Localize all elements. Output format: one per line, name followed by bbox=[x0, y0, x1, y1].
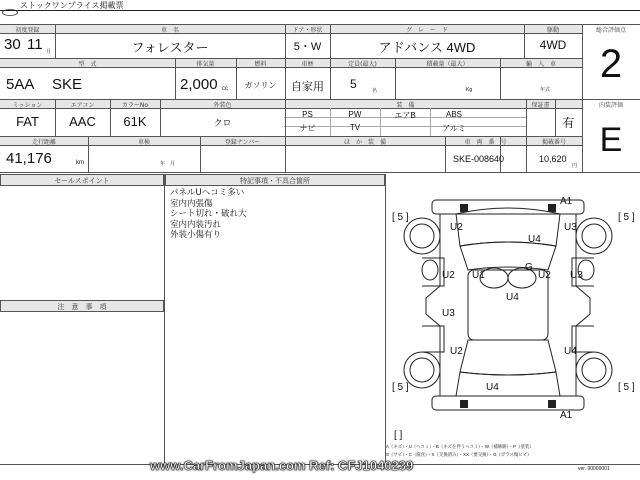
exterior-color-value: クロ bbox=[213, 118, 232, 128]
tire-mark-fl: [ 5 ] bbox=[392, 212, 409, 223]
label-model-name: 車 名 bbox=[160, 27, 179, 34]
special-note: 室内内装汚れ bbox=[170, 219, 222, 230]
kg-unit: Kg bbox=[466, 87, 473, 93]
label-price: 掲載番号 bbox=[541, 139, 566, 146]
label-shaken: 車検 bbox=[137, 139, 150, 146]
damage-mark: U2 bbox=[442, 270, 455, 281]
damage-mark: U1 bbox=[472, 270, 485, 281]
special-note: 外装小傷有り bbox=[170, 230, 222, 240]
special-note: シート切れ・破れ大 bbox=[170, 209, 247, 219]
capacity-unit: 名 bbox=[372, 88, 378, 94]
label-overall: 総合評価点 bbox=[595, 27, 626, 34]
damage-mark: U4 bbox=[564, 346, 577, 357]
tire-mark-rl: [ 5 ] bbox=[392, 382, 409, 393]
watermark: www.CarFromJapan.com Ref: CFJ1040239 bbox=[150, 458, 414, 473]
legend-line-1: A（キズ）・U（ヘコミ）・B（キズを伴うヘコミ）・W（補修跡）・P（塗装） bbox=[386, 444, 534, 449]
special-note: 室内内張傷 bbox=[170, 198, 213, 209]
label-vehicle-no: 車 両 番 号 bbox=[464, 139, 507, 146]
month-value: 11 bbox=[27, 36, 43, 53]
km-unit: km bbox=[76, 160, 84, 166]
page-title: ストックワンプライス掲載票 bbox=[20, 1, 124, 10]
equip-abs: ABS bbox=[445, 110, 462, 119]
color-no-value: 61K bbox=[123, 114, 147, 129]
mission-value: FAT bbox=[16, 114, 39, 129]
label-drive: 駆動 bbox=[546, 27, 559, 34]
label-sales-point: セールスポイント bbox=[54, 177, 110, 185]
label-doors: ドア・形状 bbox=[292, 27, 323, 34]
damage-mark: U4 bbox=[528, 234, 541, 245]
label-notes: 注 意 事 項 bbox=[57, 303, 107, 311]
price-value: 10,620 bbox=[539, 154, 567, 164]
car-damage-diagram bbox=[386, 174, 640, 464]
damage-mark: U3 bbox=[564, 222, 577, 233]
special-note: パネルUヘコミ多い bbox=[170, 188, 245, 198]
label-equipment: 装 備 bbox=[396, 102, 415, 109]
capacity-value: 5 bbox=[350, 77, 357, 91]
car-name-value: フォレスター bbox=[131, 40, 209, 55]
damage-mark: A1 bbox=[560, 410, 573, 421]
damage-mark: A1 bbox=[560, 196, 573, 207]
equip-alumi: アルミ bbox=[442, 124, 466, 133]
displacement-value: 2,000 bbox=[180, 76, 218, 93]
grade-value: アドバンス 4WD bbox=[378, 40, 476, 55]
label-plate: 登録ナンバー bbox=[224, 139, 261, 146]
label-load: 積載量（最大） bbox=[426, 61, 469, 68]
label-mileage: 走行距離 bbox=[31, 139, 56, 146]
damage-mark: U2 bbox=[450, 222, 463, 233]
vehicle-no-value: SKE-008640 bbox=[453, 154, 505, 164]
equip-tv: TV bbox=[349, 123, 361, 132]
label-first-reg: 初度登録 bbox=[15, 27, 40, 34]
equip-ps: PS bbox=[302, 110, 313, 119]
label-exterior: 外装色 bbox=[213, 102, 232, 109]
version-text: ver. 00000001 bbox=[578, 466, 610, 472]
equip-navi: ナビ bbox=[299, 124, 316, 133]
header-logo bbox=[2, 1, 18, 8]
aircon-value: AAC bbox=[69, 114, 96, 129]
drive-value: 4WD bbox=[539, 38, 567, 52]
label-warranty: 保証書 bbox=[531, 102, 550, 109]
label-interior-eval: 内装評価 bbox=[598, 102, 623, 109]
mileage-value: 41,176 bbox=[6, 150, 52, 167]
type1-value: 5AA bbox=[6, 76, 35, 93]
tire-mark-rr: [ 5 ] bbox=[618, 382, 635, 393]
warranty-value: 有 bbox=[562, 116, 575, 130]
damage-mark: U4 bbox=[506, 292, 519, 303]
equip-airbag: エアB bbox=[394, 111, 416, 120]
month-unit: 月 bbox=[46, 49, 52, 55]
label-capacity: 定員(最大) bbox=[348, 61, 377, 68]
label-grade: グ レ ー ド bbox=[405, 27, 448, 34]
tire-mark-fr: [ 5 ] bbox=[618, 212, 635, 223]
label-other-equip: ほ か 装 備 bbox=[343, 139, 386, 146]
overall-score: 2 bbox=[599, 42, 623, 86]
price-unit: 円 bbox=[572, 163, 578, 169]
damage-mark: G bbox=[525, 262, 533, 273]
label-special: 特記事項・不具合箇所 bbox=[240, 177, 310, 185]
special-notes-list bbox=[170, 188, 247, 241]
damage-mark: U4 bbox=[486, 382, 499, 393]
label-fuel: 燃料 bbox=[254, 61, 267, 68]
car-outline-icon bbox=[386, 174, 640, 464]
type2-value: SKE bbox=[52, 76, 83, 93]
damage-mark: U2 bbox=[538, 270, 551, 281]
damage-mark: U3 bbox=[442, 308, 455, 319]
year-value: 30 bbox=[4, 36, 21, 53]
cc-unit: cc bbox=[222, 86, 228, 92]
bracket-mark: [ ] bbox=[394, 430, 403, 441]
usage-value: 自家用 bbox=[291, 81, 324, 93]
equip-pw: PW bbox=[348, 110, 362, 119]
damage-mark: U3 bbox=[570, 270, 583, 281]
import-unit: 年式 bbox=[540, 87, 551, 93]
label-import: 輸 入 車 bbox=[525, 61, 556, 68]
label-aircon: エアコン bbox=[70, 102, 95, 109]
label-color-no: カラーNo bbox=[121, 102, 149, 109]
damage-mark: U2 bbox=[450, 346, 463, 357]
shaken-unit: 年 月 bbox=[160, 161, 176, 167]
label-mission: ミッション bbox=[12, 102, 43, 109]
interior-score: E bbox=[599, 121, 623, 159]
label-usage: 車歴 bbox=[301, 61, 314, 68]
label-model: 型 式 bbox=[78, 61, 97, 68]
doors-value: 5・W bbox=[293, 41, 322, 53]
label-displacement: 排気量 bbox=[196, 61, 215, 68]
legend-line-2: S（サビ）・C（腐食）・X（交換済み）・XX（要交換）・G（ガラス傷ヒビ） bbox=[386, 452, 532, 457]
fuel-value: ガソリン bbox=[244, 81, 277, 90]
